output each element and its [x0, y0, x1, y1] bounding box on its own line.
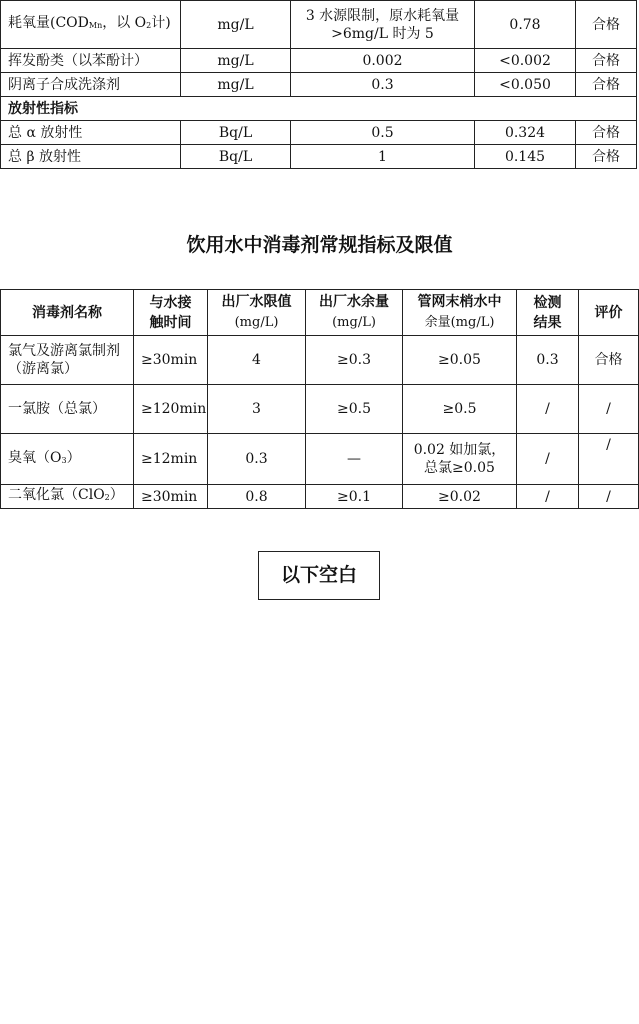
table-row	[1, 1, 637, 49]
limit-value: 1	[291, 145, 475, 169]
network-residual: ≥0.02	[403, 485, 517, 509]
network-residual: 0.02 如加氯，总氯≥0.05	[403, 434, 517, 485]
header-verdict: 评价	[579, 290, 639, 336]
verdict: /	[579, 385, 639, 434]
indicator-name: 总 β 放射性	[1, 145, 181, 169]
header-network-residual: 管网末梢水中 余量(mg/L)	[403, 290, 517, 336]
section-row	[1, 97, 637, 121]
table-row	[1, 336, 639, 385]
test-result: 0.78	[475, 1, 576, 49]
factory-residual: ≥0.5	[306, 385, 403, 434]
verdict: /	[579, 485, 639, 509]
contact-time: ≥30min	[134, 336, 208, 385]
unit: Bq/L	[181, 145, 291, 169]
limit-value: 0.3	[291, 73, 475, 97]
test-result: 0.3	[517, 336, 579, 385]
disinfectant-name: 氯气及游离氯制剂（游离氯）	[1, 336, 134, 385]
disinfectant-table	[0, 289, 639, 509]
header-row	[1, 290, 639, 336]
header-contact-time: 与水接 触时间	[134, 290, 208, 336]
table-row	[1, 49, 637, 73]
factory-limit: 0.3	[208, 434, 306, 485]
table-row	[1, 145, 637, 169]
limit-value: 3 水源限制，原水耗氧量>6mg/L 时为 5	[291, 1, 475, 49]
table-row	[1, 385, 639, 434]
test-result: /	[517, 485, 579, 509]
unit: mg/L	[181, 73, 291, 97]
indicator-name: 耗氧量($COD_{Mn}$，以 $O_2$计)	[1, 1, 181, 49]
header-name: 消毒剂名称	[1, 290, 134, 336]
table-row	[1, 485, 639, 509]
unit: mg/L	[181, 1, 291, 49]
test-result: 0.324	[475, 121, 576, 145]
network-residual: ≥0.5	[403, 385, 517, 434]
indicator-name: 总 α 放射性	[1, 121, 181, 145]
factory-residual: ≥0.1	[306, 485, 403, 509]
indicator-name: 挥发酚类（以苯酚计）	[1, 49, 181, 73]
disinfectant-name: 臭氧$(O_3)$	[1, 434, 134, 485]
section-heading: 饮用水中消毒剂常规指标及限值	[186, 234, 453, 256]
factory-limit: 4	[208, 336, 306, 385]
verdict: /	[579, 434, 639, 485]
indicator-name: 阴离子合成洗涤剂	[1, 73, 181, 97]
table-row	[1, 434, 639, 485]
verdict: 合格	[576, 121, 637, 145]
verdict: 合格	[576, 145, 637, 169]
test-result: /	[517, 385, 579, 434]
table-row	[1, 73, 637, 97]
factory-limit: 0.8	[208, 485, 306, 509]
verdict: 合格	[576, 49, 637, 73]
factory-limit: 3	[208, 385, 306, 434]
blank-below-note: 以下空白	[258, 551, 380, 600]
disinfectant-name: 二氧化氯（ClO$_2$）	[1, 485, 134, 509]
limit-value: 0.5	[291, 121, 475, 145]
test-result: <0.050	[475, 73, 576, 97]
contact-time: ≥30min	[134, 485, 208, 509]
limit-value: 0.002	[291, 49, 475, 73]
disinfectant-name: 一氯胺（总氯）	[1, 385, 134, 434]
header-factory-limit: 出厂水限值 (mg/L)	[208, 290, 306, 336]
section-title: 放射性指标	[1, 97, 637, 121]
contact-time: ≥12min	[134, 434, 208, 485]
header-factory-residual: 出厂水余量 (mg/L)	[306, 290, 403, 336]
unit: mg/L	[181, 49, 291, 73]
verdict: 合格	[579, 336, 639, 385]
factory-residual: —	[306, 434, 403, 485]
unit: Bq/L	[181, 121, 291, 145]
test-result: <0.002	[475, 49, 576, 73]
header-test-result: 检测 结果	[517, 290, 579, 336]
table-row	[1, 121, 637, 145]
verdict: 合格	[576, 1, 637, 49]
contact-time: ≥120min	[134, 385, 208, 434]
verdict: 合格	[576, 73, 637, 97]
water-quality-table	[0, 0, 637, 169]
test-result: /	[517, 434, 579, 485]
network-residual: ≥0.05	[403, 336, 517, 385]
factory-residual: ≥0.3	[306, 336, 403, 385]
test-result: 0.145	[475, 145, 576, 169]
